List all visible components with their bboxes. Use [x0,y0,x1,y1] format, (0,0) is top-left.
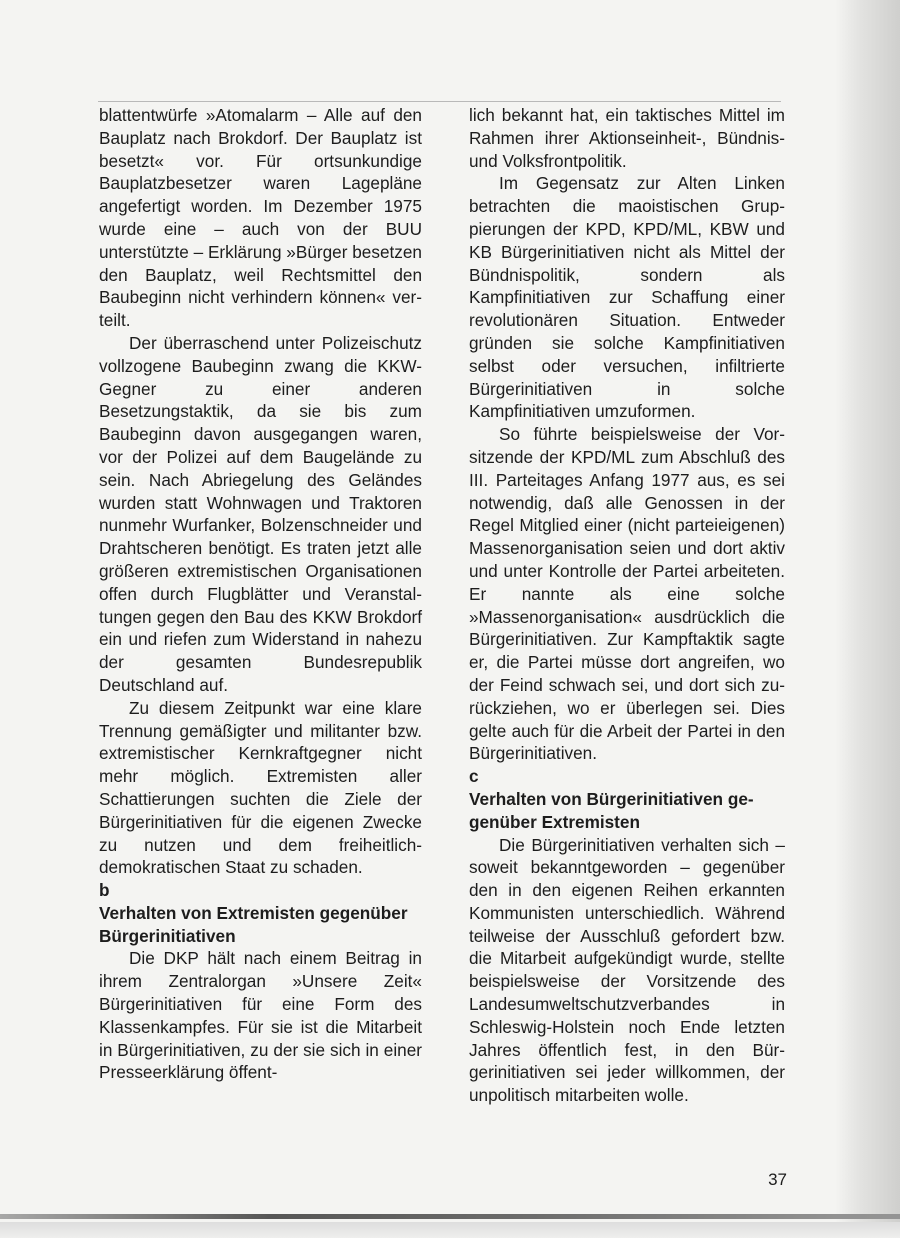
top-rule [98,101,781,102]
paragraph: Zu diesem Zeitpunkt war eine klare Trennung gemäßigter und militanter bzw. extremistischer Kernkraftgegner nicht mehr möglich. Extremisten aller Schattierungen suchten die Ziele der Bürgerinitiativen für die eigenen Zwecke zu nutzen und dem freiheitlich-demokratischen Staat zu schaden. [99,697,422,878]
scan-edge-shadow [835,0,900,1238]
right-column [469,104,785,1107]
paragraph: lich bekannt hat, ein taktisches Mittel im Rahmen ihrer Aktionseinheit-, Bündnis- und Volksfrontpolitik. [469,105,785,171]
section-heading: Verhalten von Bürgerinitiativen gegenüber Extremisten [469,788,754,832]
paragraph: Die DKP hält nach einem Beitrag in ihrem Zentralorgan »Unsere Zeit« Bürgerinitiativen für eine Form des Klassenkampfes. Für sie ist die Mitarbeit in Bürgerinitiativen, zu der sie sich in einer Presseerklärung öffent- [99,948,422,1083]
paragraph: Die Bürgerinitiativen verhalten sich – soweit bekanntgeworden – gegenüber den in den eigenen Reihen erkannten Kommunisten unterschiedlich. Während teilweise der Ausschluß gefordert bzw. die Mitarbeit aufgekündigt wurde, stellte beispielsweise der Vorsitzende des Landesumweltschutzverbandes in Schleswig-Holstein noch Ende letzten Jahres öffentlich fest, in den Bürgerinitiativen sei jeder willkommen, der unpolitisch mitarbeiten wolle. [469,834,785,1106]
paragraph: So führte beispielsweise der Vorsitzende der KPD/ML zum Abschluß des III. Parteitages Anfang 1977 aus, es sei notwendig, daß alle Genossen in der Regel Mitglied einer (nicht parteieigenen) Massenorganisation seien und dort aktiv und unter Kontrolle der Partei arbeiteten. Er nannte als eine solche »Massenorganisation« ausdrücklich die Bürgerinitiativen. Zur Kampftaktik sagte er, die Partei müsse dort angreifen, wo der Feind schwach sei, und dort sich zurückziehen, wo er überlegen sei. Dies gelte auch für die Arbeit der Partei in den Bürgerinitiativen. [469,424,785,764]
paragraph: Der überraschend unter Polizeischutz vollzogene Baubeginn zwang die KKW-Gegner zu einer anderen Besetzungstaktik, da sie bis zum Baubeginn davon ausgegangen waren, vor der Polizei auf dem Baugelände zu sein. Nach Abriegelung des Geländes wurden statt Wohnwagen und Traktoren nunmehr Wurfanker, Bolzenschneider und Drahtscheren benötigt. Es traten jetzt alle größeren extremistischen Organisationen offen durch Flugblätter und Veranstaltungen gegen den Bau des KKW Brokdorf ein und riefen zum Widerstand in nahezu der gesamten Bundesrepublik Deutschland auf. [99,332,422,695]
scan-bottom-margin [0,1222,900,1238]
scan-bottom-edge [0,1214,900,1219]
section-letter: b [99,880,110,901]
paragraph: blattentwürfe »Atomalarm – Alle auf den Bauplatz nach Brokdorf. Der Bauplatz ist besetzt« vor. Für ortsunkundige Bauplatzbesetzer waren Lagepläne angefertigt worden. Im Dezember 1975 wurde eine – auch von der BUU unterstützte – Erklärung »Bürger besetzen den Bauplatz, weil Rechtsmittel den Baubeginn nicht verhindern können« verteilt. [99,105,422,331]
section-heading: Verhalten von Extremisten gegenüber Bürgerinitiativen [99,902,408,946]
left-column [99,104,422,1084]
paragraph: Im Gegensatz zur Alten Linken betrachten die maoistischen Gruppierungen der KPD, KPD/ML, KBW und KB Bürgerinitiativen nicht als Mittel der Bündnispolitik, sondern als Kampfinitiativen zur Schaffung einer revolutionären Situation. Entweder gründen sie solche Kampfinitiativen selbst oder versuchen, infiltrierte Bürgerinitiativen in solche Kampfinitiativen umzuformen. [469,173,785,422]
page-number: 37 [768,1170,787,1189]
section-letter: c [469,766,479,787]
